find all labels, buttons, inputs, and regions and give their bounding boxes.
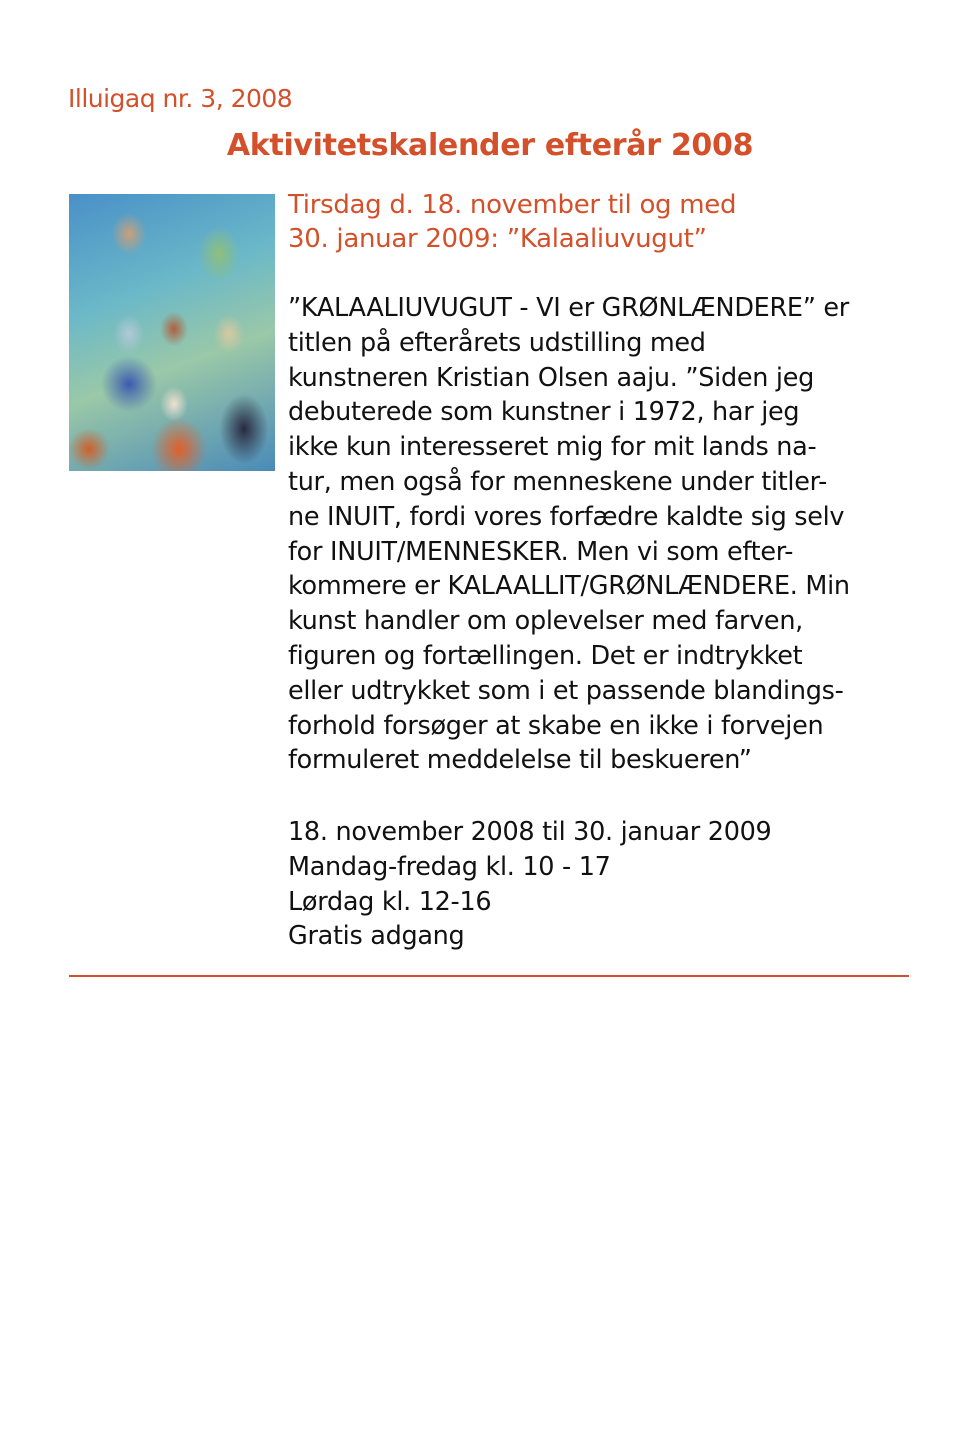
weekday-hours: Mandag-fredag kl. 10 - 17 <box>288 851 611 882</box>
description-line: figuren og fortællingen. Det er indtrykket <box>288 640 803 671</box>
admission: Gratis adgang <box>288 921 465 952</box>
event-dates: 18. november 2008 til 30. januar 2009 <box>288 817 772 847</box>
description-line: formuleret meddelelse til beskueren” <box>288 745 752 776</box>
issue-label: Illuigaq nr. 3, 2008 <box>68 84 293 113</box>
event-lead-line: Tirsdag d. 18. november til og med <box>288 190 737 220</box>
event-lead-line: 30. januar 2009: ”Kalaaliuvugut” <box>288 224 707 254</box>
event-info <box>288 815 772 954</box>
description-line: kommere er KALAALLIT/GRØNLÆNDERE. Min <box>288 571 850 602</box>
description-line: debuterede som kunstner i 1972, har jeg <box>288 397 800 428</box>
description-line: for INUIT/MENNESKER. Men vi som efter- <box>288 536 794 567</box>
description-line: ”KALAALIUVUGUT - VI er GRØNLÆNDERE” er <box>288 293 849 323</box>
exhibition-painting-image <box>69 194 275 471</box>
description-line: ne INUIT, fordi vores forfædre kaldte sig selv <box>288 501 845 532</box>
section-divider <box>69 975 909 977</box>
description-line: eller udtrykket som i et passende blandings- <box>288 675 844 706</box>
event-description <box>288 291 850 778</box>
saturday-hours: Lørdag kl. 12-16 <box>288 886 492 917</box>
description-line: ikke kun interesseret mig for mit lands na- <box>288 432 817 463</box>
description-line: titlen på efterårets udstilling med <box>288 327 706 358</box>
description-line: kunst handler om oplevelser med farven, <box>288 606 803 637</box>
description-line: tur, men også for menneskene under titler- <box>288 466 828 497</box>
page-title: Aktivitetskalender efterår 2008 <box>226 128 754 163</box>
description-line: kunstneren Kristian Olsen aaju. ”Siden jeg <box>288 362 814 393</box>
description-line: forhold forsøger at skabe en ikke i forvejen <box>288 710 824 741</box>
event-lead <box>288 188 736 256</box>
